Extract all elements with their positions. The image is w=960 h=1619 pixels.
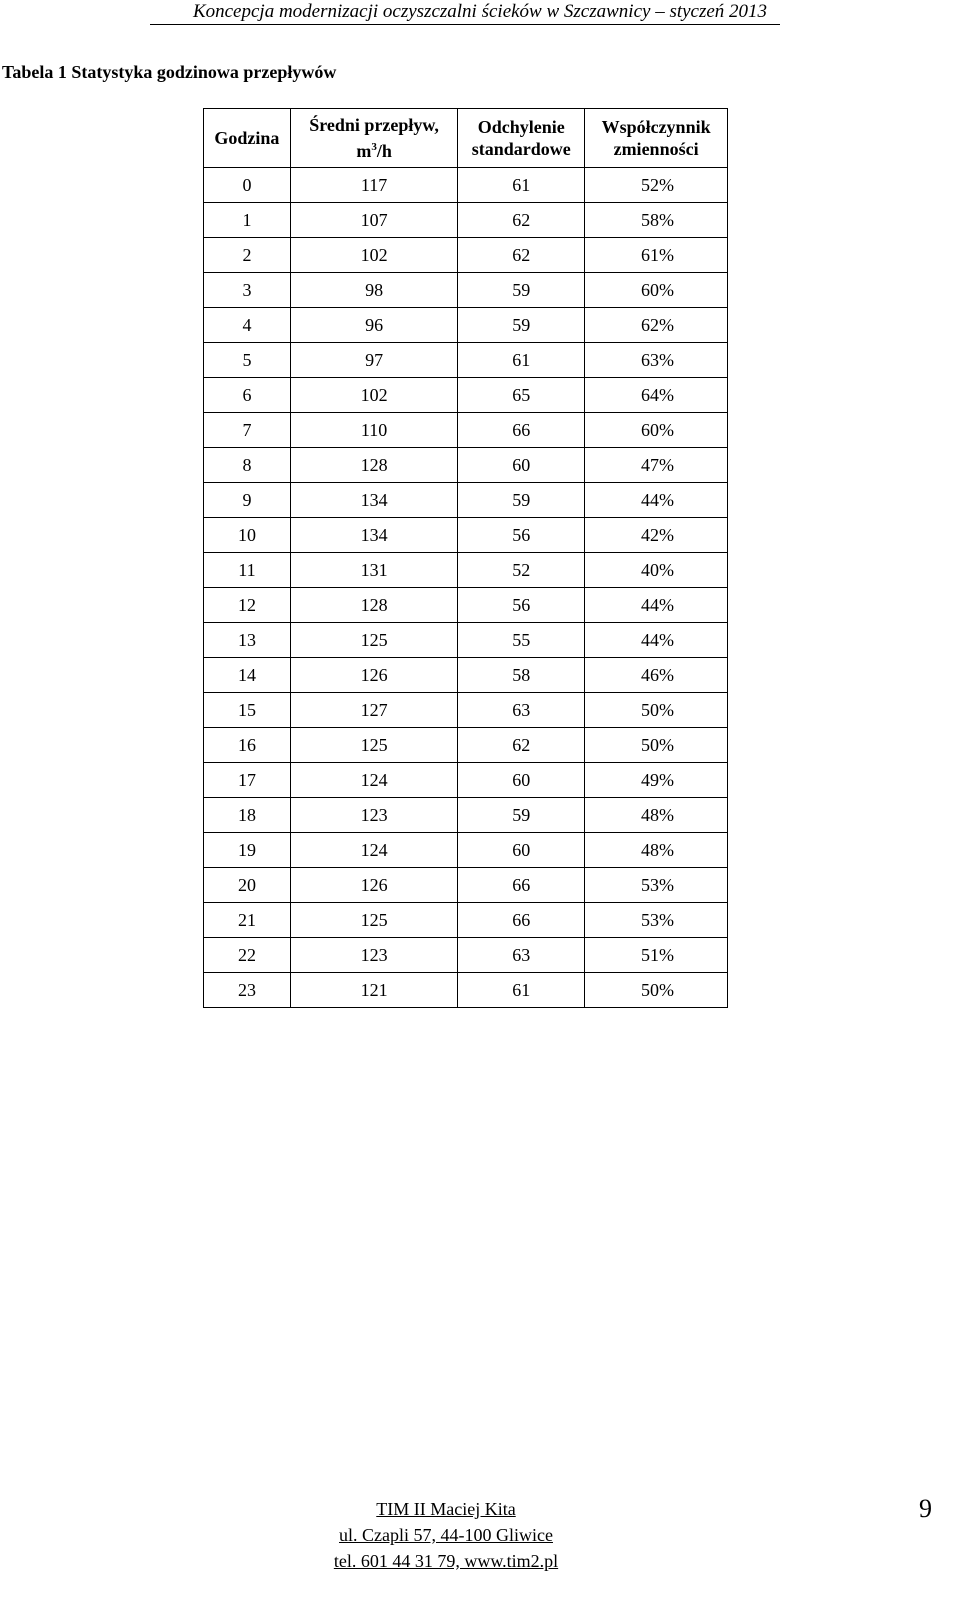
table-row [204,658,728,693]
cell-coef-variation: 61% [585,238,728,273]
hourly-flow-table [203,108,728,1008]
cell-std-dev: 59 [458,798,585,833]
header-mean-flow [290,109,457,168]
cell-std-dev: 66 [458,413,585,448]
cell-std-dev: 60 [458,448,585,483]
cell-coef-variation: 42% [585,518,728,553]
cell-std-dev: 62 [458,203,585,238]
cell-hour: 13 [204,623,291,658]
page-number: 9 [919,1494,932,1523]
header-std-dev: Odchylenie standardowe [458,109,585,168]
cell-std-dev: 62 [458,238,585,273]
cell-hour: 23 [204,973,291,1008]
cell-hour: 4 [204,308,291,343]
cell-std-dev: 56 [458,588,585,623]
cell-mean-flow: 126 [290,658,457,693]
cell-hour: 5 [204,343,291,378]
cell-mean-flow: 128 [290,588,457,623]
cell-std-dev: 59 [458,308,585,343]
table-row [204,973,728,1008]
header-mean-flow-unit-rest: /h [376,141,392,161]
cell-std-dev: 61 [458,973,585,1008]
cell-mean-flow: 134 [290,518,457,553]
table-row [204,238,728,273]
cell-std-dev: 63 [458,938,585,973]
table-header-row [204,109,728,168]
cell-hour: 20 [204,868,291,903]
table-row [204,203,728,238]
cell-hour: 10 [204,518,291,553]
cell-coef-variation: 47% [585,448,728,483]
cell-mean-flow: 123 [290,938,457,973]
cell-coef-variation: 50% [585,973,728,1008]
cell-std-dev: 63 [458,693,585,728]
cell-mean-flow: 125 [290,623,457,658]
footer-address: ul. Czapli 57, 44-100 Gliwice [339,1525,553,1545]
cell-coef-variation: 53% [585,903,728,938]
cell-std-dev: 62 [458,728,585,763]
cell-hour: 19 [204,833,291,868]
cell-hour: 9 [204,483,291,518]
cell-std-dev: 60 [458,833,585,868]
cell-mean-flow: 121 [290,973,457,1008]
cell-coef-variation: 40% [585,553,728,588]
cell-coef-variation: 44% [585,588,728,623]
header-mean-flow-unit-exponent: 3 [371,141,377,153]
cell-mean-flow: 96 [290,308,457,343]
cell-hour: 11 [204,553,291,588]
cell-mean-flow: 107 [290,203,457,238]
running-header [0,0,960,24]
cell-std-dev: 55 [458,623,585,658]
table-row [204,728,728,763]
cell-coef-variation: 44% [585,623,728,658]
cell-mean-flow: 127 [290,693,457,728]
cell-hour: 1 [204,203,291,238]
cell-mean-flow: 126 [290,868,457,903]
cell-std-dev: 59 [458,483,585,518]
cell-coef-variation: 50% [585,693,728,728]
table-row [204,693,728,728]
table-row [204,518,728,553]
cell-hour: 3 [204,273,291,308]
cell-mean-flow: 124 [290,763,457,798]
cell-hour: 2 [204,238,291,273]
cell-mean-flow: 131 [290,553,457,588]
cell-hour: 17 [204,763,291,798]
cell-std-dev: 58 [458,658,585,693]
table-row [204,343,728,378]
page-footer [0,1496,892,1574]
header-mean-flow-unit-base: m [356,141,372,161]
cell-coef-variation: 63% [585,343,728,378]
cell-coef-variation: 44% [585,483,728,518]
table-row [204,868,728,903]
cell-hour: 16 [204,728,291,763]
cell-mean-flow: 102 [290,378,457,413]
header-hour: Godzina [204,109,291,168]
cell-hour: 0 [204,168,291,203]
cell-coef-variation: 62% [585,308,728,343]
cell-mean-flow: 102 [290,238,457,273]
cell-coef-variation: 60% [585,273,728,308]
cell-hour: 7 [204,413,291,448]
cell-coef-variation: 58% [585,203,728,238]
cell-coef-variation: 46% [585,658,728,693]
cell-hour: 6 [204,378,291,413]
table-row [204,833,728,868]
cell-std-dev: 66 [458,868,585,903]
table-row [204,308,728,343]
cell-mean-flow: 97 [290,343,457,378]
cell-coef-variation: 64% [585,378,728,413]
table-row [204,273,728,308]
cell-hour: 14 [204,658,291,693]
table-row [204,798,728,833]
table-row [204,588,728,623]
cell-hour: 15 [204,693,291,728]
cell-std-dev: 56 [458,518,585,553]
cell-coef-variation: 50% [585,728,728,763]
cell-coef-variation: 48% [585,798,728,833]
table-row [204,903,728,938]
cell-hour: 22 [204,938,291,973]
table-body [204,168,728,1008]
table-row [204,938,728,973]
cell-coef-variation: 48% [585,833,728,868]
header-text: Koncepcja modernizacji oczyszczalni ścieków w Szczawnicy – styczeń 2013 [192,1,768,22]
cell-coef-variation: 60% [585,413,728,448]
cell-coef-variation: 51% [585,938,728,973]
header-divider [150,24,780,25]
cell-mean-flow: 123 [290,798,457,833]
footer-company: TIM II Maciej Kita [376,1499,516,1519]
cell-hour: 18 [204,798,291,833]
cell-coef-variation: 49% [585,763,728,798]
table-row [204,483,728,518]
cell-mean-flow: 110 [290,413,457,448]
cell-hour: 8 [204,448,291,483]
table-row [204,763,728,798]
cell-mean-flow: 98 [290,273,457,308]
cell-hour: 12 [204,588,291,623]
cell-coef-variation: 53% [585,868,728,903]
table-caption: Tabela 1 Statystyka godzinowa przepływów [2,62,337,82]
cell-std-dev: 61 [458,168,585,203]
cell-mean-flow: 128 [290,448,457,483]
table-row [204,378,728,413]
table-row [204,448,728,483]
cell-std-dev: 59 [458,273,585,308]
cell-coef-variation: 52% [585,168,728,203]
cell-mean-flow: 125 [290,903,457,938]
cell-std-dev: 66 [458,903,585,938]
header-mean-flow-label: Średni przepływ, [309,115,439,135]
cell-mean-flow: 124 [290,833,457,868]
cell-hour: 21 [204,903,291,938]
header-coef-variation: Współczynnik zmienności [585,109,728,168]
table-row [204,623,728,658]
cell-std-dev: 65 [458,378,585,413]
cell-std-dev: 61 [458,343,585,378]
cell-mean-flow: 125 [290,728,457,763]
table-row [204,553,728,588]
footer-contact: tel. 601 44 31 79, www.tim2.pl [333,1551,559,1571]
cell-mean-flow: 134 [290,483,457,518]
cell-mean-flow: 117 [290,168,457,203]
table-row [204,413,728,448]
cell-std-dev: 60 [458,763,585,798]
table-row [204,168,728,203]
cell-std-dev: 52 [458,553,585,588]
